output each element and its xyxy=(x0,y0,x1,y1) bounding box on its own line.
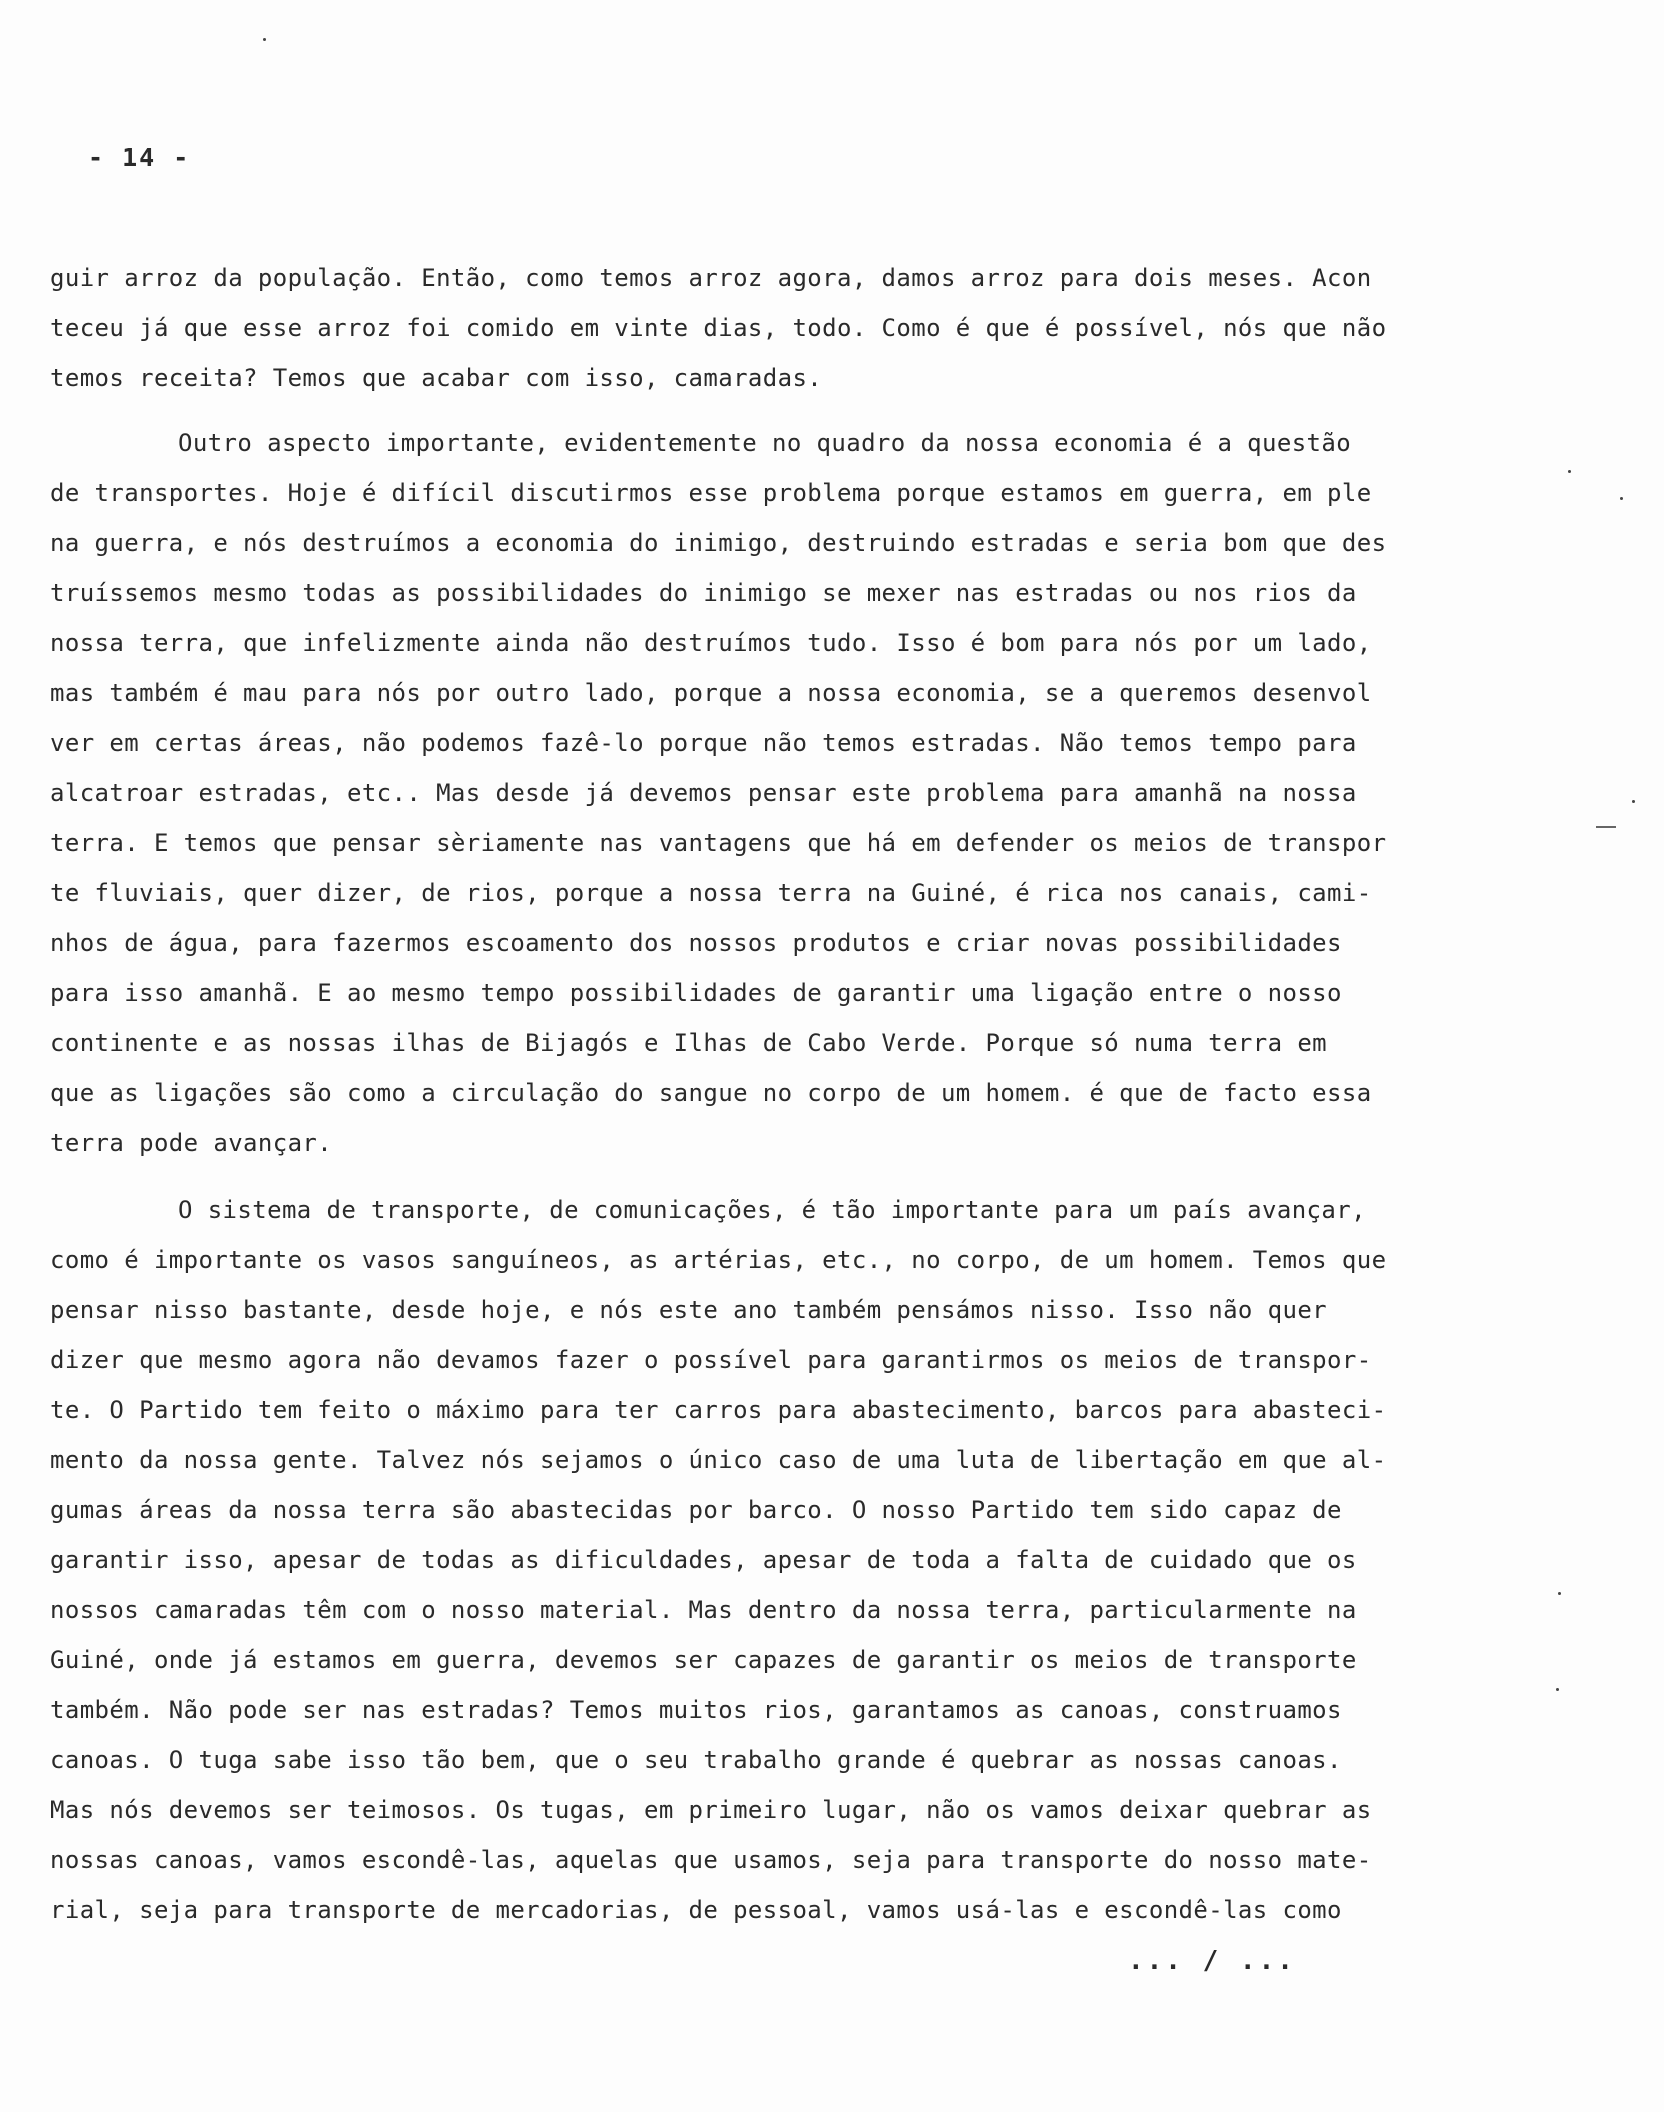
text-line: canoas. O tuga sabe isso tão bem, que o seu trabalho grande é quebrar as nossas canoas. xyxy=(50,1746,1342,1774)
text-line: nhos de água, para fazermos escoamento dos nossos produtos e criar novas possibilidades xyxy=(50,929,1342,957)
scan-speck xyxy=(263,38,266,41)
text-line: Guiné, onde já estamos em guerra, devemos ser capazes de garantir os meios de transporte xyxy=(50,1646,1357,1674)
text-line: terra. E temos que pensar sèriamente nas vantagens que há em defender os meios de transpor xyxy=(50,829,1387,857)
text-line: teceu já que esse arroz foi comido em vinte dias, todo. Como é que é possível, nós que não xyxy=(50,314,1387,342)
text-line: gumas áreas da nossa terra são abastecidas por barco. O nosso Partido tem sido capaz de xyxy=(50,1496,1342,1524)
text-line: pensar nisso bastante, desde hoje, e nós este ano também pensámos nisso. Isso não quer xyxy=(50,1296,1328,1324)
text-line: também. Não pode ser nas estradas? Temos muitos rios, garantamos as canoas, construamos xyxy=(50,1696,1342,1724)
text-line: que as ligações são como a circulação do sangue no corpo de um homem. é que de facto essa xyxy=(50,1079,1372,1107)
text-line: continente e as nossas ilhas de Bijagós e Ilhas de Cabo Verde. Porque só numa terra em xyxy=(50,1029,1328,1057)
text-line: para isso amanhã. E ao mesmo tempo possibilidades de garantir uma ligação entre o nosso xyxy=(50,979,1342,1007)
text-line: guir arroz da população. Então, como temos arroz agora, damos arroz para dois meses. Acon xyxy=(50,264,1372,292)
text-line: nossas canoas, vamos escondê-las, aquelas que usamos, seja para transporte do nosso mate- xyxy=(50,1846,1372,1874)
text-line: nossos camaradas têm com o nosso material. Mas dentro da nossa terra, particularmente na xyxy=(50,1596,1357,1624)
text-line: truíssemos mesmo todas as possibilidades do inimigo se mexer nas estradas ou nos rios da xyxy=(50,579,1357,607)
text-line: te. O Partido tem feito o máximo para ter carros para abastecimento, barcos para abasteci- xyxy=(50,1396,1387,1424)
scan-speck xyxy=(1556,1688,1559,1691)
scan-speck xyxy=(1568,470,1571,473)
text-line: mas também é mau para nós por outro lado, porque a nossa economia, se a queremos desenvol xyxy=(50,679,1372,707)
text-line: alcatroar estradas, etc.. Mas desde já devemos pensar este problema para amanhã na nossa xyxy=(50,779,1357,807)
continuation-marker: ... / ... xyxy=(1128,1946,1296,1976)
text-line: ver em certas áreas, não podemos fazê-lo porque não temos estradas. Não temos tempo para xyxy=(50,729,1357,757)
text-line: nossa terra, que infelizmente ainda não destruímos tudo. Isso é bom para nós por um lado, xyxy=(50,629,1372,657)
scan-mark xyxy=(1596,826,1616,828)
text-line: terra pode avançar. xyxy=(50,1129,333,1157)
scan-speck xyxy=(1620,497,1623,500)
text-line: mento da nossa gente. Talvez nós sejamos o único caso de uma luta de libertação em que al- xyxy=(50,1446,1387,1474)
scan-speck xyxy=(1632,800,1635,803)
text-line: na guerra, e nós destruímos a economia do inimigo, destruindo estradas e seria bom que des xyxy=(50,529,1387,557)
text-line: garantir isso, apesar de todas as dificuldades, apesar de toda a falta de cuidado que os xyxy=(50,1546,1357,1574)
text-line: rial, seja para transporte de mercadorias, de pessoal, vamos usá-las e escondê-las como xyxy=(50,1896,1342,1924)
text-line: dizer que mesmo agora não devamos fazer o possível para garantirmos os meios de transpor- xyxy=(50,1346,1372,1374)
text-line: temos receita? Temos que acabar com isso, camaradas. xyxy=(50,364,823,392)
text-line: te fluviais, quer dizer, de rios, porque a nossa terra na Guiné, é rica nos canais, cami- xyxy=(50,879,1372,907)
text-line: Outro aspecto importante, evidentemente no quadro da nossa economia é a questão xyxy=(178,429,1352,457)
text-line: O sistema de transporte, de comunicações, é tão importante para um país avançar, xyxy=(178,1196,1366,1224)
page-number: - 14 - xyxy=(88,143,191,172)
scan-speck xyxy=(1558,1592,1561,1595)
text-line: de transportes. Hoje é difícil discutirmos esse problema porque estamos em guerra, em ple xyxy=(50,479,1372,507)
text-line: Mas nós devemos ser teimosos. Os tugas, em primeiro lugar, não os vamos deixar quebrar as xyxy=(50,1796,1372,1824)
text-line: como é importante os vasos sanguíneos, as artérias, etc., no corpo, de um homem. Temos que xyxy=(50,1246,1387,1274)
